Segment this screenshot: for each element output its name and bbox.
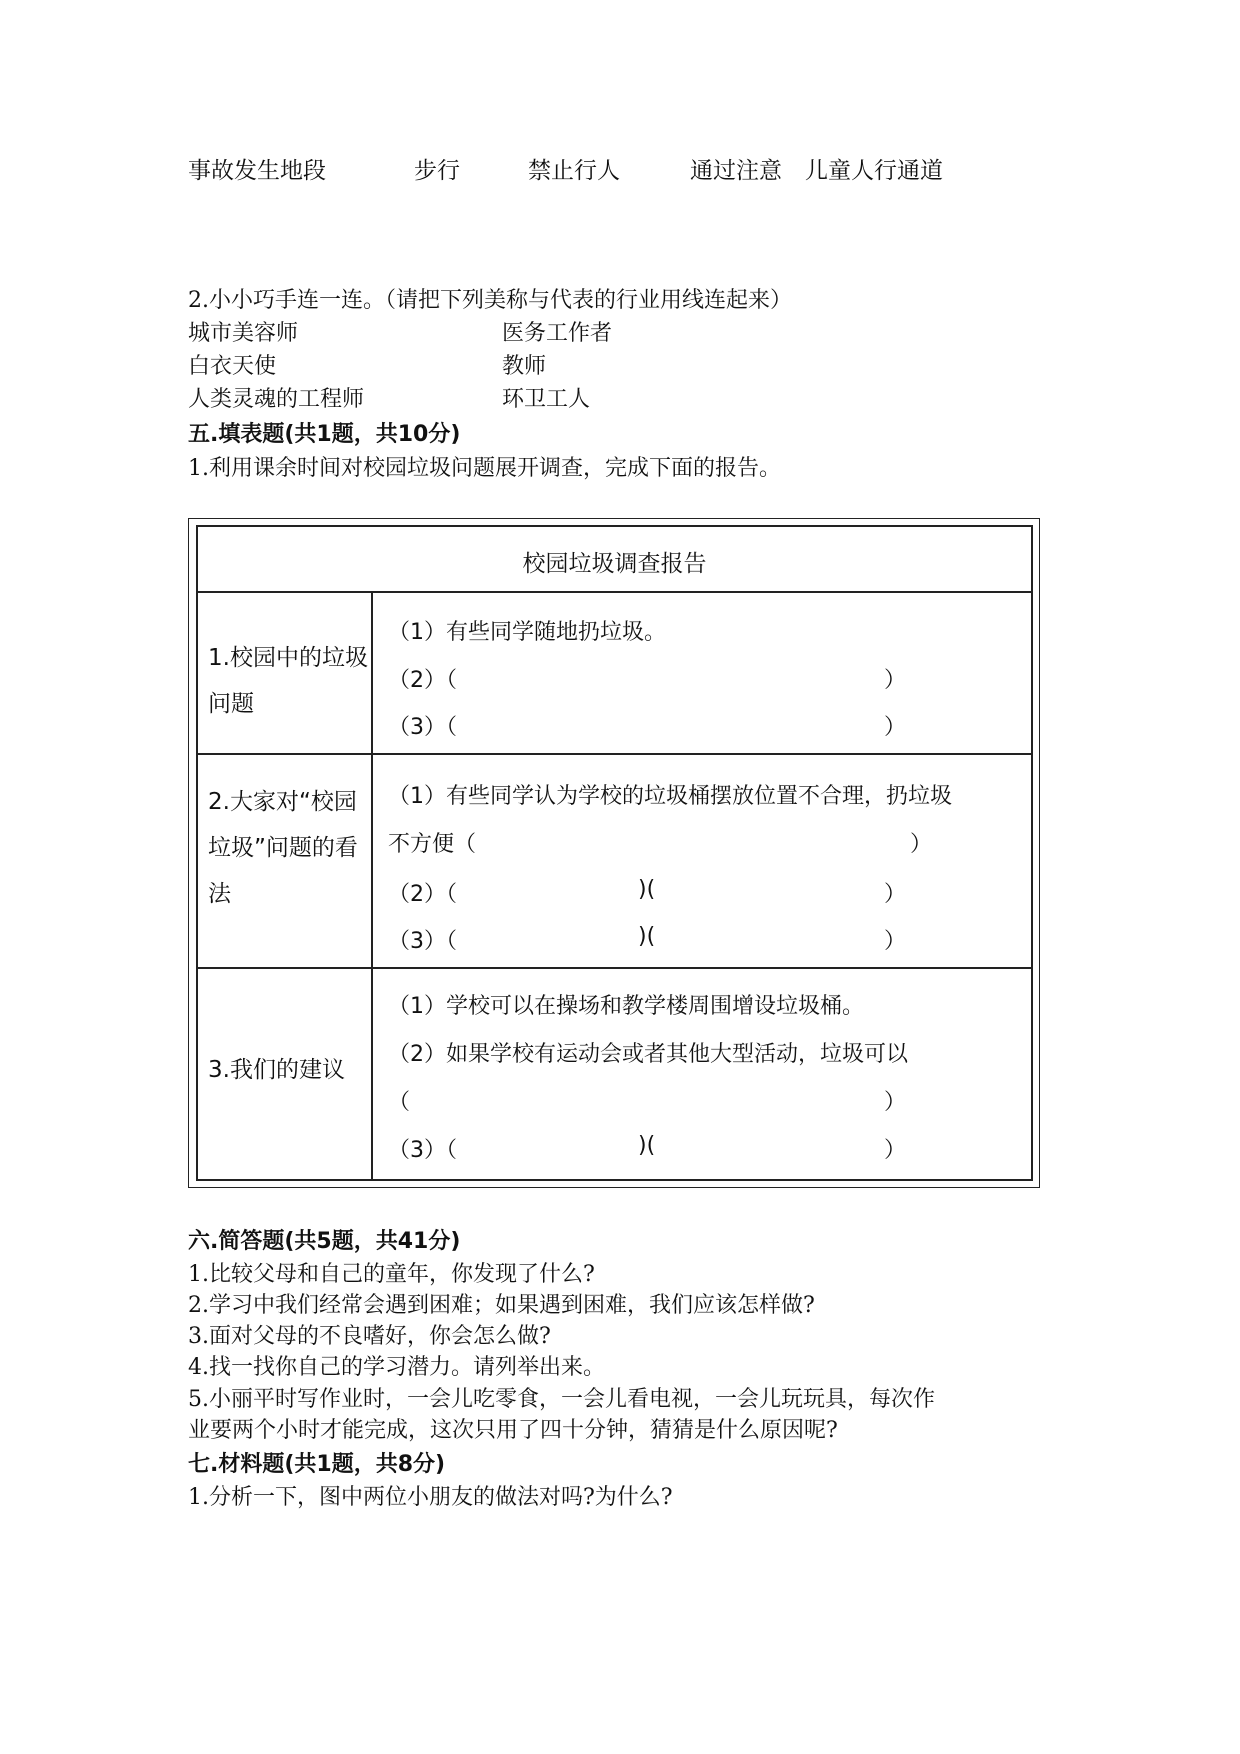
answer-blank-open[interactable]: （3）（ [388, 1138, 457, 1163]
answer-blank-open[interactable]: 不方便（ [388, 832, 477, 857]
row-label: 2.大家对“校园垃圾”问题的看法 [208, 789, 358, 907]
sign-label: 事故发生地段 [188, 158, 326, 184]
answer-blank-open[interactable]: （2）（ [388, 668, 457, 693]
matching-right-item: 教师 [502, 354, 547, 379]
answer-blank-close: ） [884, 715, 907, 740]
section-heading: 七.材料题(共1题，共8分) [188, 1452, 446, 1477]
question-text: 1.利用课余时间对校园垃圾问题展开调查，完成下面的报告。 [188, 456, 781, 481]
question-text: 5.小丽平时写作业时，一会儿吃零食，一会儿看电视，一会儿玩玩具，每次作 [188, 1387, 935, 1412]
matching-right-item: 环卫工人 [502, 387, 591, 412]
answer-blank-close: ） [884, 929, 907, 954]
sign-label: 步行 [414, 158, 460, 184]
answer-blank-close: ） [884, 1138, 907, 1163]
row-text: （2）如果学校有运动会或者其他大型活动，垃圾可以 [388, 1042, 908, 1067]
section-heading: 六.简答题(共5题，共41分) [188, 1229, 461, 1254]
sign-label: 儿童人行通道 [805, 158, 943, 184]
answer-blank-separator[interactable]: )( [638, 924, 656, 949]
row-text: （1）学校可以在操场和教学楼周围增设垃圾桶。 [388, 994, 864, 1019]
matching-left-item: 城市美容师 [188, 321, 299, 346]
answer-blank-open[interactable]: （3）（ [388, 715, 457, 740]
sign-label: 禁止行人 [528, 158, 620, 184]
row-text: （1）有些同学认为学校的垃圾桶摆放位置不合理，扔垃圾 [388, 784, 952, 809]
row-label: 3.我们的建议 [208, 1057, 345, 1083]
matching-right-item: 医务工作者 [502, 321, 613, 346]
sign-label: 通过注意 [690, 158, 782, 184]
answer-blank-open[interactable]: （2）（ [388, 882, 457, 907]
answer-blank-separator[interactable]: )( [638, 877, 656, 902]
matching-question: 2.小小巧手连一连。（请把下列美称与代表的行业用线连起来） [188, 288, 792, 313]
question-text: 1.比较父母和自己的童年，你发现了什么? [188, 1262, 595, 1287]
answer-blank-open[interactable]: （ [388, 1090, 411, 1115]
answer-blank-separator[interactable]: )( [638, 1133, 656, 1158]
matching-left-item: 人类灵魂的工程师 [188, 387, 365, 412]
question-text: 3.面对父母的不良嗜好，你会怎么做? [188, 1324, 551, 1349]
answer-blank-open[interactable]: （3）（ [388, 929, 457, 954]
matching-left-item: 白衣天使 [188, 354, 277, 379]
question-text: 2.学习中我们经常会遇到困难；如果遇到困难，我们应该怎样做? [188, 1293, 815, 1318]
row-text: （1）有些同学随地扔垃圾。 [388, 620, 666, 645]
table-title: 校园垃圾调查报告 [522, 551, 707, 577]
answer-blank-close: ） [910, 832, 933, 857]
answer-blank-close: ） [884, 1090, 907, 1115]
answer-blank-close: ） [884, 882, 907, 907]
answer-blank-close: ） [884, 668, 907, 693]
question-text: 4.找一找你自己的学习潜力。请列举出来。 [188, 1355, 605, 1380]
row-label: 1.校园中的垃圾问题 [208, 645, 368, 717]
section-heading: 五.填表题(共1题，共10分) [188, 422, 461, 447]
question-text: 1.分析一下，图中两位小朋友的做法对吗?为什么? [188, 1485, 673, 1510]
question-text: 业要两个小时才能完成，这次只用了四十分钟，猜猜是什么原因呢? [188, 1418, 838, 1443]
survey-table [196, 525, 1033, 1181]
